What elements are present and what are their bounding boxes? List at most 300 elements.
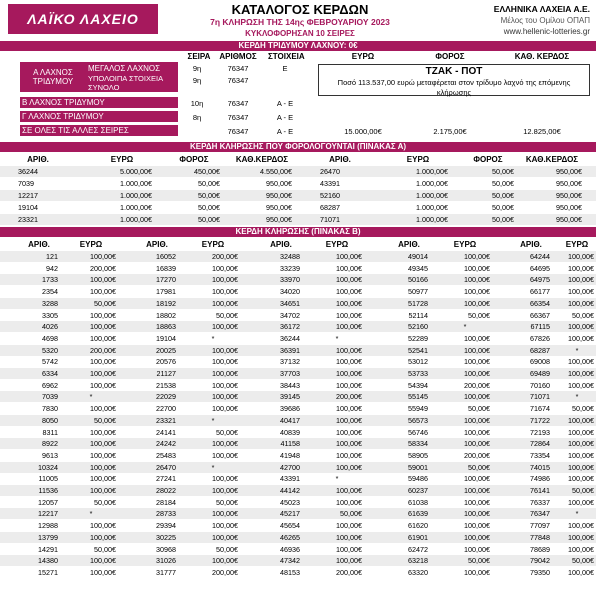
table-cell: 100,00€ (464, 532, 490, 542)
a-row1-elements: Ε (282, 64, 288, 73)
a-ticket-label: Α ΛΑΧΝΟΣ ΤΡΙΔΥΜΟΥ (20, 62, 86, 92)
table-cell: 18192 (156, 298, 176, 308)
table-cell: 50,00€ (492, 203, 514, 212)
table-cell: 100,00€ (568, 474, 594, 484)
table-cell: 100,00€ (212, 275, 238, 285)
b-row-number: 76347 (227, 99, 249, 108)
c-row-elements: Α - Ε (276, 113, 294, 122)
section1-column-header: ΦΟΡΟΣ (435, 52, 465, 61)
table-cell: 200,00€ (90, 263, 116, 273)
table-cell: 61901 (408, 532, 428, 542)
table-cell: 15271 (38, 567, 58, 577)
table-cell: 22700 (156, 404, 176, 414)
table-cell: 70160 (530, 380, 550, 390)
table-cell: 50,00€ (468, 404, 490, 414)
table-cell: 100,00€ (336, 439, 362, 449)
table-cell: 51728 (408, 298, 428, 308)
section1-bar: ΚΕΡΔΗ ΤΡΙΔΥΜΟΥ ΛΑΧΝΟΥ: 0€ (0, 41, 596, 51)
table-cell: 10324 (38, 462, 58, 472)
table-cell: 8050 (42, 415, 58, 425)
table-cell: 950,00€ (556, 179, 582, 188)
table-cell: 8311 (42, 427, 58, 437)
table-row (0, 356, 596, 367)
table-cell: 100,00€ (90, 357, 116, 367)
table-cell: 100,00€ (464, 252, 490, 261)
table-cell: 950,00€ (266, 215, 292, 224)
table-cell: 100,00€ (212, 380, 238, 390)
table-row (0, 567, 596, 578)
table-cell: 200,00€ (212, 252, 238, 261)
table-cell: 100,00€ (464, 345, 490, 355)
table-cell: 50,00€ (468, 310, 490, 320)
table-cell: 52289 (408, 333, 428, 343)
table-cell: 50977 (408, 287, 428, 297)
table-cell: 50,00€ (468, 462, 490, 472)
table-cell: 200,00€ (336, 392, 362, 402)
table-cell: 41948 (280, 450, 300, 460)
table-cell: 56573 (408, 415, 428, 425)
table-cell: 100,00€ (90, 275, 116, 285)
table-row (0, 214, 596, 225)
table-cell: 100,00€ (464, 544, 490, 554)
table-cell: 45023 (280, 497, 300, 507)
table-cell: 100,00€ (568, 333, 594, 343)
table-cell: 100,00€ (90, 486, 116, 495)
table-cell: 100,00€ (212, 392, 238, 402)
table-cell: 100,00€ (212, 521, 238, 531)
table-cell: 72193 (530, 427, 550, 437)
table-cell: 200,00€ (212, 567, 238, 577)
table-cell: 100,00€ (464, 486, 490, 495)
table-row (0, 391, 596, 402)
table-cell: 100,00€ (212, 556, 238, 566)
table-cell: 100,00€ (464, 333, 490, 343)
table-cell: 100,00€ (464, 275, 490, 285)
table-cell: 26470 (156, 462, 176, 472)
table-cell: 100,00€ (568, 287, 594, 297)
table-a-header-row (0, 154, 596, 165)
table-cell: 100,00€ (90, 380, 116, 390)
table-cell: 23321 (18, 215, 38, 224)
table-cell: * (89, 509, 93, 519)
table-cell: 24141 (156, 427, 176, 437)
table-cell: 100,00€ (464, 392, 490, 402)
table-cell: 71722 (530, 415, 550, 425)
table-cell: 7039 (42, 392, 58, 402)
a-row1-label: ΜΕΓΑΛΟΣ ΛΑΧΝΟΣ (86, 62, 178, 74)
table-row (0, 251, 596, 262)
table-cell: 11536 (38, 486, 58, 495)
table-cell: 4.550,00€ (260, 167, 292, 176)
table-cell: 100,00€ (212, 450, 238, 460)
table-cell: 20576 (156, 357, 176, 367)
table-cell: 100,00€ (568, 369, 594, 378)
table-cell: 9613 (42, 450, 58, 460)
table-cell: 50,00€ (492, 191, 514, 200)
table-cell: 67826 (530, 333, 550, 343)
d-row-euro: 15.000,00€ (344, 127, 382, 136)
table-a-column-header: ΚΑΘ.ΚΕΡΔΟΣ (235, 155, 289, 164)
table-cell: 100,00€ (336, 252, 362, 261)
table-row (0, 544, 596, 555)
table-cell: 29394 (156, 521, 176, 531)
table-cell: 50,00€ (94, 497, 116, 507)
table-cell: 950,00€ (556, 191, 582, 200)
table-cell: 34651 (280, 298, 300, 308)
table-cell: * (575, 392, 579, 402)
table-cell: 100,00€ (336, 544, 362, 554)
table-row (0, 415, 596, 426)
table-cell: 76141 (530, 486, 550, 495)
table-cell: 100,00€ (336, 521, 362, 531)
table-cell: 12988 (38, 521, 58, 531)
table-cell: 100,00€ (212, 474, 238, 484)
table-row (0, 473, 596, 484)
table-cell: 4698 (42, 333, 58, 343)
table-cell: 64244 (530, 252, 550, 261)
table-cell: 100,00€ (336, 556, 362, 566)
table-cell: 100,00€ (568, 357, 594, 367)
table-cell: 22029 (156, 392, 176, 402)
table-cell: 50,00€ (216, 544, 238, 554)
table-row (0, 178, 596, 189)
b-row-series: 10η (190, 99, 204, 108)
table-cell: 50166 (408, 275, 428, 285)
table-cell: 40417 (280, 415, 300, 425)
table-cell: 100,00€ (336, 369, 362, 378)
table-cell: 56746 (408, 427, 428, 437)
table-row (0, 508, 596, 519)
table-cell: 63218 (408, 556, 428, 566)
table-cell: 100,00€ (90, 310, 116, 320)
table-cell: 100,00€ (212, 298, 238, 308)
table-cell: 39686 (280, 404, 300, 414)
table-cell: 1.000,00€ (416, 191, 448, 200)
table-cell: 100,00€ (336, 497, 362, 507)
table-cell: 64695 (530, 263, 550, 273)
table-row (0, 190, 596, 201)
table-cell: 100,00€ (464, 369, 490, 378)
table-cell: 100,00€ (568, 322, 594, 332)
table-cell: 50,00€ (492, 179, 514, 188)
table-cell: 100,00€ (336, 486, 362, 495)
table-cell: 7039 (18, 179, 34, 188)
table-cell: 100,00€ (336, 450, 362, 460)
table-cell: 38443 (280, 380, 300, 390)
table-cell: 45654 (280, 521, 300, 531)
table-cell: 72864 (530, 439, 550, 449)
table-cell: 14380 (38, 556, 58, 566)
table-row (0, 263, 596, 274)
table-cell: 36244 (280, 333, 300, 343)
table-cell: 100,00€ (90, 439, 116, 449)
table-cell: 17270 (156, 275, 176, 285)
table-cell: 76347 (530, 509, 550, 519)
table-row (0, 497, 596, 508)
table-cell: 14291 (38, 544, 58, 554)
table-cell: 32488 (280, 252, 300, 261)
table-cell: 50,00€ (468, 556, 490, 566)
table-cell: 100,00€ (336, 310, 362, 320)
table-cell: 33970 (280, 275, 300, 285)
table-cell: 100,00€ (568, 462, 594, 472)
table-cell: 100,00€ (336, 298, 362, 308)
table-cell: 100,00€ (90, 369, 116, 378)
table-row (0, 368, 596, 379)
table-cell: 1.000,00€ (416, 179, 448, 188)
d-row-elements: Α - Ε (276, 127, 294, 136)
table-cell: 50,00€ (216, 427, 238, 437)
table-row (0, 485, 596, 496)
table-cell: 74015 (530, 462, 550, 472)
table-cell: 52114 (408, 310, 428, 320)
table-cell: 50,00€ (340, 509, 362, 519)
b-row-label: Β ΛΑΧΝΟΣ ΤΡΙΔΥΜΟΥ (20, 97, 178, 108)
table-row (0, 274, 596, 285)
table-b-column-header: ΑΡΙΘ. (28, 240, 50, 249)
table-cell: 121 (46, 252, 58, 261)
table-b-column-header: ΑΡΙΘ. (146, 240, 168, 249)
a-row2-number: 76347 (227, 76, 249, 85)
table-cell: 100,00€ (90, 567, 116, 577)
table-b-column-header: ΑΡΙΘ. (398, 240, 420, 249)
a-row1-series: 9η (192, 64, 202, 73)
table-cell: 62472 (408, 544, 428, 554)
section3-bar: ΚΕΡΔΗ ΚΛΗΡΩΣΗΣ (ΠΙΝΑΚΑΣ Β) (0, 227, 596, 237)
table-cell: 5320 (42, 345, 58, 355)
table-cell: 100,00€ (464, 298, 490, 308)
table-cell: 100,00€ (336, 357, 362, 367)
a-row2-label: ΥΠΟΛΟΙΠΑ ΣΤΟΙΧΕΙΑ ΣΥΝΟΛΟ (86, 74, 178, 92)
section1-column-header: ΕΥΡΩ (351, 52, 375, 61)
table-cell: 26470 (320, 167, 340, 176)
table-cell: 100,00€ (212, 345, 238, 355)
table-cell: 74986 (530, 474, 550, 484)
table-cell: 19104 (156, 333, 176, 343)
table-cell: 100,00€ (336, 345, 362, 355)
table-cell: 39145 (280, 392, 300, 402)
table-cell: 100,00€ (90, 532, 116, 542)
table-cell: 950,00€ (556, 215, 582, 224)
table-cell: 28022 (156, 486, 176, 495)
table-b-column-header: ΕΥΡΩ (565, 240, 589, 249)
table-cell: 59001 (408, 462, 428, 472)
table-cell: 46265 (280, 532, 300, 542)
section1-column-header: ΑΡΙΘΜΟΣ (219, 52, 257, 61)
table-cell: 55145 (408, 392, 428, 402)
c-row-label: Γ ΛΑΧΝΟΣ ΤΡΙΔΥΜΟΥ (20, 111, 178, 122)
brand-logo: ΛΑΪΚΟ ΛΑΧΕΙΟ (8, 4, 158, 34)
table-row (0, 298, 596, 309)
table-cell: 100,00€ (212, 532, 238, 542)
table-cell: 30968 (156, 544, 176, 554)
table-cell: 5.000,00€ (120, 167, 152, 176)
table-cell: 1.000,00€ (416, 203, 448, 212)
table-cell: 100,00€ (90, 450, 116, 460)
d-row-number: 76347 (227, 127, 249, 136)
table-row (0, 532, 596, 543)
table-cell: 37703 (280, 369, 300, 378)
table-cell: 63320 (408, 567, 428, 577)
table-cell: 100,00€ (464, 474, 490, 484)
table-cell: 50,00€ (198, 191, 220, 200)
table-cell: 950,00€ (266, 179, 292, 188)
table-a-column-header: ΑΡΙΘ. (27, 155, 49, 164)
table-cell: 100,00€ (464, 509, 490, 519)
table-row (0, 286, 596, 297)
table-cell: 61620 (408, 521, 428, 531)
table-cell: 100,00€ (568, 439, 594, 449)
page-title: ΚΑΤΑΛΟΓΟΣ ΚΕΡΔΩΝ (231, 2, 369, 17)
table-cell: 18802 (156, 310, 176, 320)
d-row-label: ΣΕ ΟΛΕΣ ΤΙΣ ΑΛΛΕΣ ΣΕΙΡΕΣ (20, 125, 178, 136)
table-cell: 450,00€ (194, 167, 220, 176)
table-cell: 100,00€ (568, 497, 594, 507)
table-cell: 68287 (320, 203, 340, 212)
table-cell: 37132 (280, 357, 300, 367)
table-cell: 50,00€ (94, 544, 116, 554)
table-cell: * (211, 333, 215, 343)
table-cell: 100,00€ (336, 287, 362, 297)
table-cell: 6962 (42, 380, 58, 390)
table-cell: 100,00€ (568, 252, 594, 261)
table-cell: 1.000,00€ (120, 179, 152, 188)
table-cell: 50,00€ (492, 215, 514, 224)
table-cell: 34020 (280, 287, 300, 297)
table-cell: 16839 (156, 263, 176, 273)
table-cell: 100,00€ (90, 252, 116, 261)
table-cell: 100,00€ (336, 263, 362, 273)
table-cell: 53733 (408, 369, 428, 378)
table-cell: 100,00€ (568, 521, 594, 531)
table-cell: 30225 (156, 532, 176, 542)
table-cell: 19104 (18, 203, 38, 212)
table-cell: 3305 (42, 310, 58, 320)
table-cell: 12217 (38, 509, 58, 519)
table-cell: 100,00€ (464, 263, 490, 273)
d-row-net: 12.825,00€ (523, 127, 561, 136)
table-cell: 17981 (156, 287, 176, 297)
section2-bar: ΚΕΡΔΗ ΚΛΗΡΩΣΗΣ ΠΟΥ ΦΟΡΟΛΟΓΟΥΝΤΑΙ (ΠΙΝΑΚΑΣ Α) (0, 142, 596, 152)
table-cell: 200,00€ (90, 345, 116, 355)
table-row (0, 380, 596, 391)
table-cell: 28733 (156, 509, 176, 519)
table-row (0, 166, 596, 177)
table-b-column-header: ΑΡΙΘ. (520, 240, 542, 249)
table-cell: 50,00€ (572, 486, 594, 495)
b-row-elements: Α - Ε (276, 99, 294, 108)
table-cell: 20025 (156, 345, 176, 355)
table-cell: 100,00€ (90, 404, 116, 414)
table-cell: 100,00€ (464, 497, 490, 507)
table-cell: 50,00€ (572, 404, 594, 414)
table-cell: 100,00€ (568, 263, 594, 273)
table-cell: 100,00€ (212, 322, 238, 332)
table-cell: 7830 (42, 404, 58, 414)
table-cell: 8922 (42, 439, 58, 449)
table-cell: 34702 (280, 310, 300, 320)
table-cell: 100,00€ (568, 298, 594, 308)
table-cell: 100,00€ (464, 287, 490, 297)
table-cell: 100,00€ (212, 287, 238, 297)
table-cell: 100,00€ (336, 415, 362, 425)
c-row-series: 8η (192, 113, 202, 122)
table-row (0, 520, 596, 531)
table-cell: 200,00€ (464, 380, 490, 390)
table-cell: * (335, 333, 339, 343)
table-cell: 100,00€ (464, 521, 490, 531)
table-cell: 950,00€ (266, 203, 292, 212)
table-cell: 100,00€ (212, 509, 238, 519)
table-cell: 52160 (408, 322, 428, 332)
table-cell: 52160 (320, 191, 340, 200)
table-cell: 49345 (408, 263, 428, 273)
table-cell: * (335, 474, 339, 484)
table-cell: 100,00€ (90, 556, 116, 566)
table-cell: 100,00€ (568, 450, 594, 460)
table-cell: 58905 (408, 450, 428, 460)
table-cell: 12217 (18, 191, 38, 200)
table-cell: 18863 (156, 322, 176, 332)
c-row-number: 76347 (227, 113, 249, 122)
table-cell: 11005 (38, 474, 58, 484)
table-cell: 67115 (530, 322, 550, 332)
table-cell: 100,00€ (464, 357, 490, 367)
table-cell: 50,00€ (94, 415, 116, 425)
table-cell: 50,00€ (94, 298, 116, 308)
table-cell: 78689 (530, 544, 550, 554)
table-cell: 79042 (530, 556, 550, 566)
table-cell: 13799 (38, 532, 58, 542)
table-cell: 100,00€ (90, 462, 116, 472)
table-cell: 71071 (320, 215, 340, 224)
table-cell: 100,00€ (212, 369, 238, 378)
table-cell: 200,00€ (464, 450, 490, 460)
table-b-column-header: ΑΡΙΘ. (270, 240, 292, 249)
website-link[interactable]: www.hellenic-lotteries.gr (503, 27, 590, 36)
table-cell: 43391 (280, 474, 300, 484)
table-cell: 100,00€ (90, 287, 116, 297)
table-cell: * (89, 392, 93, 402)
table-cell: 50,00€ (492, 167, 514, 176)
table-row (0, 462, 596, 473)
jackpot-title: ΤΖΑΚ - ΠΟΤ (425, 66, 483, 77)
table-cell: 36172 (280, 322, 300, 332)
table-cell: 68287 (530, 345, 550, 355)
table-cell: 100,00€ (568, 532, 594, 542)
table-cell: 66177 (530, 287, 550, 297)
table-cell: 24242 (156, 439, 176, 449)
table-cell: 100,00€ (568, 544, 594, 554)
table-cell: 100,00€ (90, 322, 116, 332)
section1-column-header: ΣΕΙΡΑ (187, 52, 211, 61)
table-cell: 942 (46, 263, 58, 273)
table-row (0, 345, 596, 356)
table-cell: 100,00€ (336, 532, 362, 542)
a-row2-series: 9η (192, 76, 202, 85)
table-cell: 50,00€ (572, 310, 594, 320)
table-cell: 200,00€ (336, 567, 362, 577)
table-cell: 100,00€ (212, 439, 238, 449)
table-cell: 77848 (530, 532, 550, 542)
table-cell: 100,00€ (336, 322, 362, 332)
table-row (0, 333, 596, 344)
table-cell: 23321 (156, 415, 176, 425)
table-cell: 66354 (530, 298, 550, 308)
table-row (0, 450, 596, 461)
table-cell: 100,00€ (568, 275, 594, 285)
table-a-column-header: ΦΟΡΟΣ (179, 155, 209, 164)
